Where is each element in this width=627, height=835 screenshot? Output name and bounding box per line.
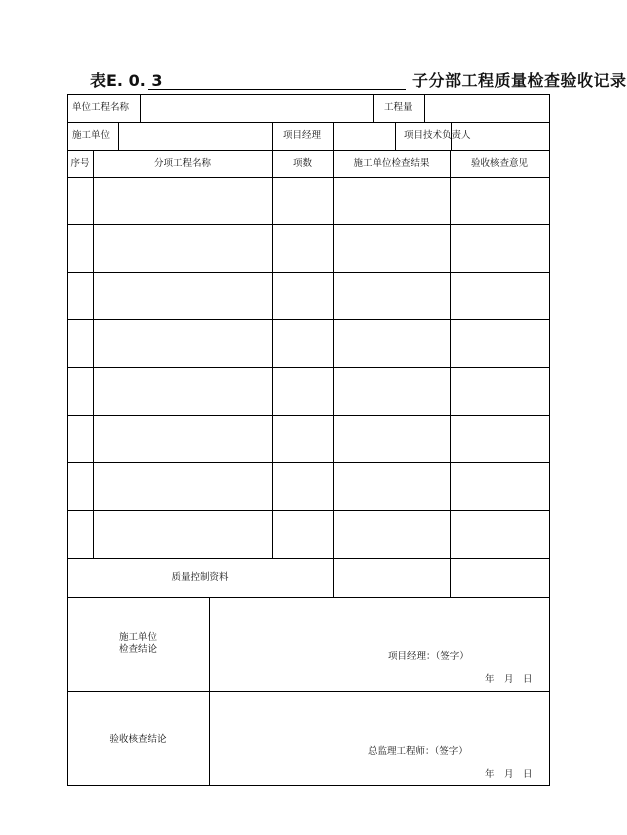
- border-left: [67, 94, 68, 786]
- signature-date: 年 月 日: [485, 674, 533, 685]
- form-title-text: 子分部工程质量检查验收记录: [412, 71, 627, 90]
- col-line: [272, 122, 273, 150]
- row-line: [67, 462, 550, 463]
- col-line: [373, 94, 374, 122]
- constructor-label: 施工单位: [72, 130, 111, 141]
- col-line: [272, 150, 273, 558]
- row-line: [67, 510, 550, 511]
- row-line: [67, 272, 550, 273]
- col-line: [333, 150, 334, 597]
- col-header-item-name: 分项工程名称: [153, 158, 211, 169]
- row-line: [67, 597, 550, 598]
- chief-supervisor-signature: 总监理工程师：（签字）: [368, 746, 468, 757]
- project-manager-signature: 项目经理：（签字）: [388, 651, 469, 662]
- col-line: [395, 122, 396, 150]
- quantity-label: 工程量: [384, 102, 413, 113]
- col-line: [424, 94, 425, 122]
- col-line: [140, 94, 141, 122]
- col-line: [333, 122, 334, 150]
- tech-lead-label: 项目技术负责人: [404, 130, 471, 141]
- form-title: [90, 70, 627, 92]
- row-line: [67, 224, 550, 225]
- col-line: [209, 597, 210, 785]
- col-line: [118, 122, 119, 150]
- border-right: [549, 94, 550, 786]
- row-line: [67, 319, 550, 320]
- row-line: [67, 691, 550, 692]
- col-line: [450, 150, 451, 597]
- unit-project-label: 单位工程名称: [72, 102, 130, 113]
- constructor-conclusion-label-line1: 施工单位: [118, 632, 157, 643]
- quality-control-label: 质量控制资料: [171, 572, 229, 583]
- border-bottom: [67, 785, 550, 786]
- col-header-inspection: 施工单位检查结果: [353, 158, 430, 169]
- col-header-count: 项数: [292, 158, 312, 169]
- acceptance-conclusion-label: 验收核查结论: [109, 734, 167, 745]
- form-number: 表E. 0. 3: [90, 71, 163, 90]
- inspection-form: [67, 94, 550, 786]
- row-line: [67, 150, 550, 151]
- constructor-conclusion-label-line2: 检查结论: [118, 644, 157, 655]
- col-line: [93, 150, 94, 558]
- row-line: [67, 558, 550, 559]
- row-line: [67, 177, 550, 178]
- col-header-opinion: 验收核查意见: [470, 158, 528, 169]
- project-manager-label: 项目经理: [283, 130, 322, 141]
- subdivision-name-blank[interactable]: [148, 89, 406, 90]
- row-line: [67, 367, 550, 368]
- signature-date: 年 月 日: [485, 769, 533, 780]
- col-header-seq: 序号: [70, 158, 90, 169]
- row-line: [67, 415, 550, 416]
- row-line: [67, 122, 550, 123]
